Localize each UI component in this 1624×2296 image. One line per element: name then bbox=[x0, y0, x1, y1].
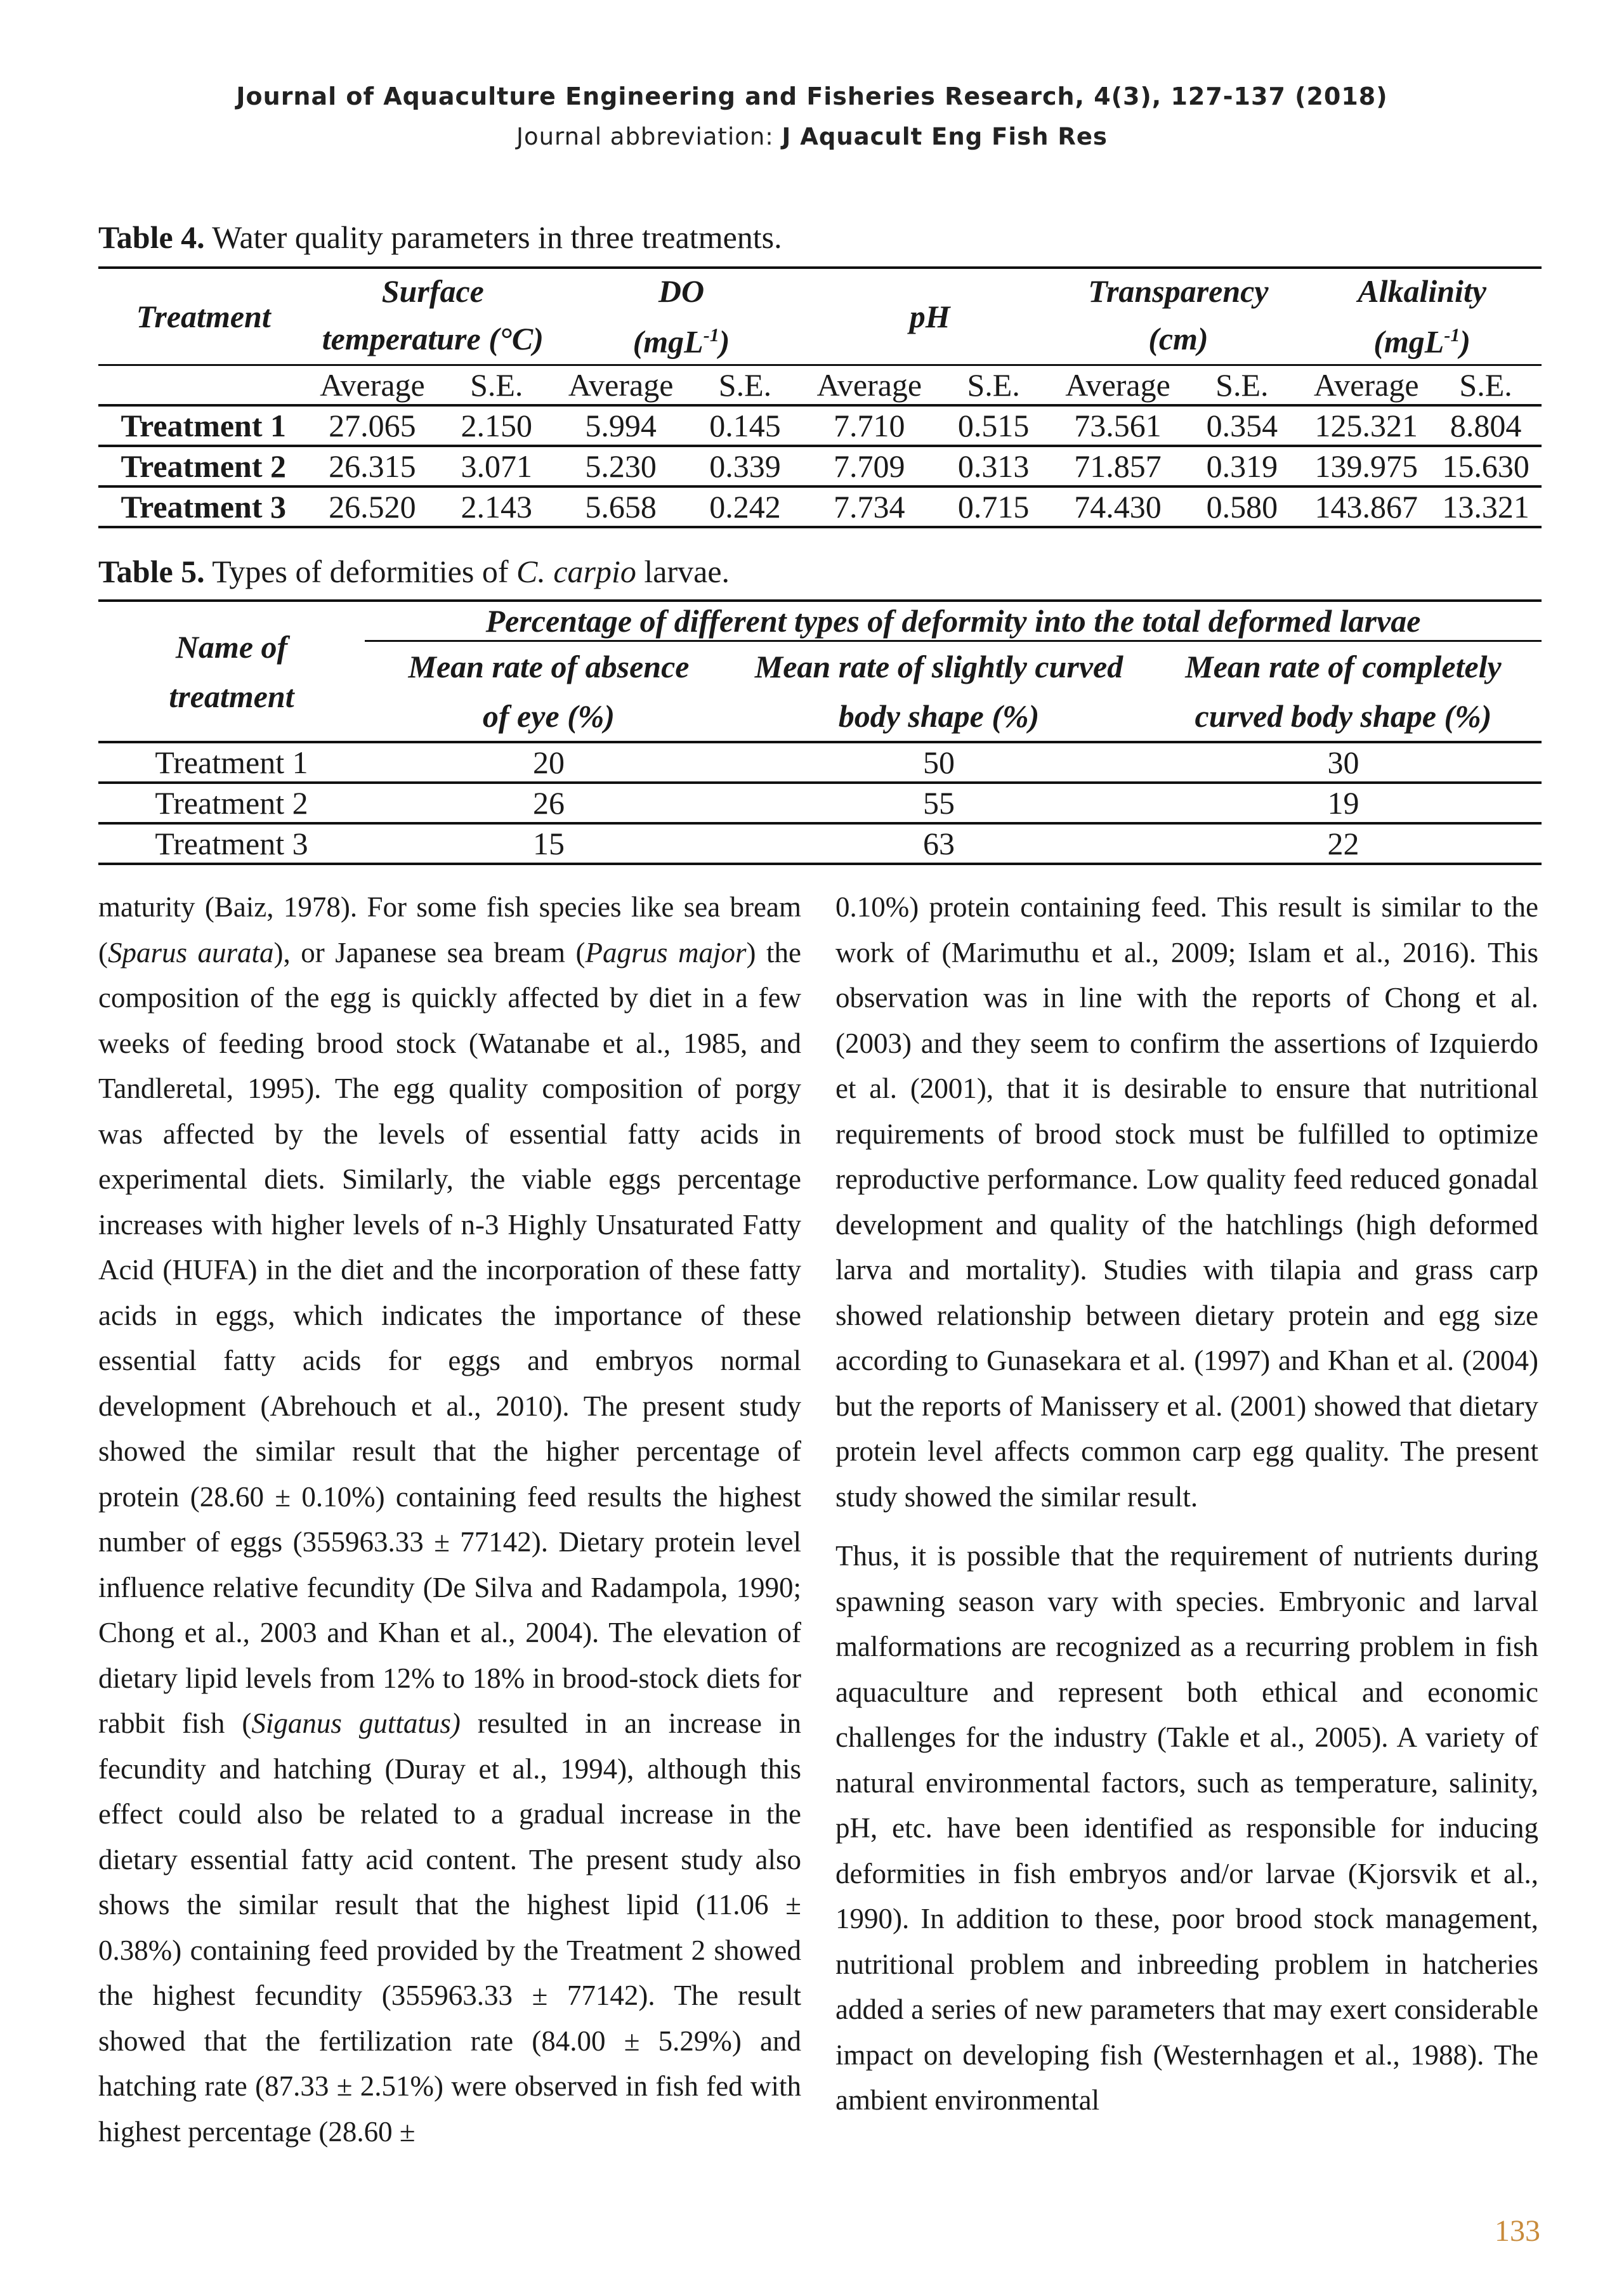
table4-cell: 2.143 bbox=[461, 488, 532, 525]
table4-cell: 143.867 bbox=[1314, 488, 1418, 525]
table5-cell: 20 bbox=[533, 745, 565, 780]
table4-cell: 26.520 bbox=[329, 488, 416, 525]
table4-cell: 7.734 bbox=[834, 488, 905, 525]
running-header bbox=[0, 82, 1624, 150]
table5-cell: 55 bbox=[923, 785, 955, 821]
table5-cell: 63 bbox=[923, 826, 955, 861]
table4-cell: 3.071 bbox=[461, 448, 532, 484]
body-paragraph: maturity (Baiz, 1978). For some fish species like sea bream (Sparus aurata), or Japanese sea bream (Pagrus major) the composition of the egg is quickly affected by diet in a few weeks of feeding brood stock (Watanabe et al., 1985, and Tandleretal, 1995). The egg quality composition of porgy was affected by the levels of essential fatty acids in experimental diets. Similarly, the viable eggs percentage increases with higher levels of n-3 Highly Unsaturated Fatty Acid (HUFA) in the diet and the incorporation of these fatty acids in eggs, which indicates the importance of these essential fatty acids for eggs and embryos normal development (Abrehouch et al., 2010). The present study showed the similar result that the higher percentage of protein (28.60 ± 0.10%) containing feed results the highest number of eggs (355963.33 ± 77142). Dietary protein level influence relative fecundity (De Silva and Radampola, 1990; Chong et al., 2003 and Khan et al., 2004). The elevation of dietary lipid levels from 12% to 18% in brood-stock diets for rabbit fish (Siganus guttatus) resulted in an increase in fecundity and hatching (Duray et al., 1994), although this effect could also be related to a gradual increase in the dietary essential fatty acid content. The present study also shows the similar result that the highest lipid (11.06 ± 0.38%) containing feed provided by the Treatment 2 showed the highest fecundity (355963.33 ± 77142). The result showed that the fertilization rate (84.00 ± 5.29%) and hatching rate (87.33 ± 2.51%) were observed in fish fed with highest percentage (28.60 ± bbox=[98, 891, 801, 2148]
page-number: 133 bbox=[1495, 2214, 1540, 2248]
table4-caption-text: Water quality parameters in three treatments. bbox=[212, 219, 782, 255]
table4-sub-average: Average bbox=[1313, 367, 1419, 403]
table4-cell: 0.242 bbox=[709, 488, 781, 525]
table4-unit-transparency: (cm) bbox=[1148, 320, 1208, 356]
table4-cell: 15.630 bbox=[1442, 448, 1529, 484]
table5-cell: 15 bbox=[533, 826, 565, 861]
table-row bbox=[98, 405, 1542, 446]
table4-caption bbox=[98, 219, 782, 256]
table4-cell: 0.313 bbox=[957, 448, 1030, 484]
table4-cell: 0.580 bbox=[1206, 488, 1278, 525]
table-row bbox=[98, 742, 1542, 783]
table4-col-do: DO bbox=[658, 273, 705, 309]
table5-cell: 22 bbox=[1327, 826, 1359, 861]
table5 bbox=[98, 599, 1542, 865]
table4-sub-average: Average bbox=[320, 367, 425, 403]
table4-sub-average: Average bbox=[568, 367, 674, 403]
species-name: Sparus aurata bbox=[108, 936, 274, 969]
table5-cell: 50 bbox=[923, 745, 955, 780]
journal-title: Journal of Aquaculture Engineering and Fisheries Research, 4(3), 127-137 (2018) bbox=[236, 82, 1388, 110]
table5-col-absence-eye: Mean rate of absence of eye (%) bbox=[408, 649, 690, 734]
table4 bbox=[98, 266, 1542, 528]
journal-abbreviation bbox=[0, 123, 1624, 150]
table4-col-ph: pH bbox=[909, 298, 950, 334]
table5-span-header: Percentage of different types of deformity into the total deformed larvae bbox=[365, 601, 1542, 641]
table4-cell: 71.857 bbox=[1074, 448, 1162, 484]
table4-sub-average: Average bbox=[816, 367, 922, 403]
abbr-value: J Aquacult Eng Fish Res bbox=[782, 123, 1108, 150]
table4-caption-label: Table 4. bbox=[98, 219, 205, 255]
table4-cell: 27.065 bbox=[329, 407, 416, 443]
table4-sub-se: S.E. bbox=[718, 367, 772, 403]
body-paragraph: 0.10%) protein containing feed. This result is similar to the work of (Marimuthu et al., 2009; Islam et al., 2016). This observation was in line with the reports of Chong et al. (2003) and they seem to confirm the assertions of Izquierdo et al. (2001), that it is desirable to ensure that nutritional requirements of brood stock must be fulfilled to optimize reproductive performance. Low quality feed reduced gonadal development and quality of the hatchlings (high deformed larva and mortality). Studies with tilapia and grass carp showed relationship between dietary protein and egg size according to Gunasekara et al. (1997) and Khan et al. (2004) but the reports of Manissery et al. (2001) showed that dietary protein level affects common carp egg quality. The present study showed the similar result. bbox=[835, 891, 1538, 1513]
table4-cell: 125.321 bbox=[1314, 407, 1418, 443]
table4-cell: 74.430 bbox=[1074, 488, 1162, 525]
table5-col-slightly-curved: Mean rate of slightly curved body shape (%) bbox=[754, 649, 1123, 734]
table4-cell: 13.321 bbox=[1442, 488, 1529, 525]
table-row bbox=[98, 783, 1542, 823]
table4-cell: 0.515 bbox=[957, 407, 1030, 443]
table4-sub-se: S.E. bbox=[1459, 367, 1512, 403]
table4-row-name: Treatment 2 bbox=[121, 448, 287, 484]
species-name: C. carpio bbox=[516, 554, 636, 589]
table4-cell: 5.994 bbox=[585, 407, 657, 443]
table4-col-transparency: Transparency bbox=[1088, 273, 1269, 309]
body-paragraph: Thus, it is possible that the requirement of nutrients during spawning season vary with species. Embryonic and larval malformations are recognized as a recurring problem in fish aquaculture and represent both ethical and economic challenges for the industry (Takle et al., 2005). A variety of natural environmental factors, such as temperature, salinity, pH, etc. have been identified as responsible for inducing deformities in fish embryos and/or larvae (Kjorsvik et al., 1990). In addition to these, poor brood stock management, nutritional problem and inbreeding problem in hatcheries added a series of new parameters that may exert considerable impact on developing fish (Westernhagen et al., 1988). The ambient environmental bbox=[835, 1540, 1538, 2116]
table4-cell: 0.319 bbox=[1206, 448, 1278, 484]
table5-row-name: Treatment 3 bbox=[155, 826, 308, 861]
table4-cell: 7.710 bbox=[834, 407, 905, 443]
body-left-column bbox=[98, 885, 801, 2155]
table5-caption: Table 5. Types of deformities of C. carpio larvae. bbox=[98, 554, 730, 589]
table4-cell: 0.145 bbox=[709, 407, 781, 443]
table4-col-alkalinity: Alkalinity bbox=[1358, 273, 1487, 309]
table-row bbox=[98, 486, 1542, 527]
species-name: Pagrus major bbox=[585, 936, 747, 969]
table5-row-name: Treatment 2 bbox=[155, 785, 308, 821]
table5-col-completely-curved: Mean rate of completely curved body shape (%) bbox=[1185, 649, 1502, 734]
table5-cell: 19 bbox=[1327, 785, 1359, 821]
table4-cell: 2.150 bbox=[461, 407, 532, 443]
table4-cell: 139.975 bbox=[1314, 448, 1418, 484]
table5-cell: 26 bbox=[533, 785, 565, 821]
table4-row-name: Treatment 3 bbox=[121, 488, 287, 525]
table4-sub-se: S.E. bbox=[1215, 367, 1269, 403]
table4-cell: 5.230 bbox=[585, 448, 657, 484]
table4-col-surface: Surface bbox=[381, 273, 484, 309]
table-row bbox=[98, 446, 1542, 486]
table4-cell: 0.354 bbox=[1206, 407, 1278, 443]
table4-cell: 7.709 bbox=[834, 448, 905, 484]
table4-sub-se: S.E. bbox=[470, 367, 523, 403]
table4-sub-average: Average bbox=[1065, 367, 1170, 403]
abbr-label: Journal abbreviation: bbox=[516, 123, 774, 150]
table4-unit-do: (mgL$^{-1}$) bbox=[632, 323, 730, 360]
table4-treatment-header: Treatment bbox=[136, 298, 271, 334]
table4-sub-se: S.E. bbox=[967, 367, 1020, 403]
table5-row-name: Treatment 1 bbox=[155, 745, 308, 780]
table4-cell: 73.561 bbox=[1074, 407, 1162, 443]
body-right-column bbox=[835, 885, 1538, 2123]
table4-cell: 26.315 bbox=[329, 448, 416, 484]
table4-cell: 0.339 bbox=[709, 448, 781, 484]
table-row bbox=[98, 823, 1542, 864]
table5-cell: 30 bbox=[1327, 745, 1359, 780]
table5-name-header: Name of treatment bbox=[169, 629, 294, 714]
table4-unit-alkalinity: (mgL$^{-1}$) bbox=[1373, 323, 1470, 360]
table4-cell: 8.804 bbox=[1450, 407, 1522, 443]
table4-cell: 0.715 bbox=[957, 488, 1030, 525]
table4-unit-surface: temperature (°C) bbox=[322, 320, 544, 356]
species-name: Siganus guttatus) bbox=[251, 1707, 461, 1739]
table4-row-name: Treatment 1 bbox=[121, 407, 287, 443]
table4-subheader-row bbox=[98, 365, 1542, 405]
table4-cell: 5.658 bbox=[585, 488, 657, 525]
table5-caption-label: Table 5. bbox=[98, 554, 205, 589]
